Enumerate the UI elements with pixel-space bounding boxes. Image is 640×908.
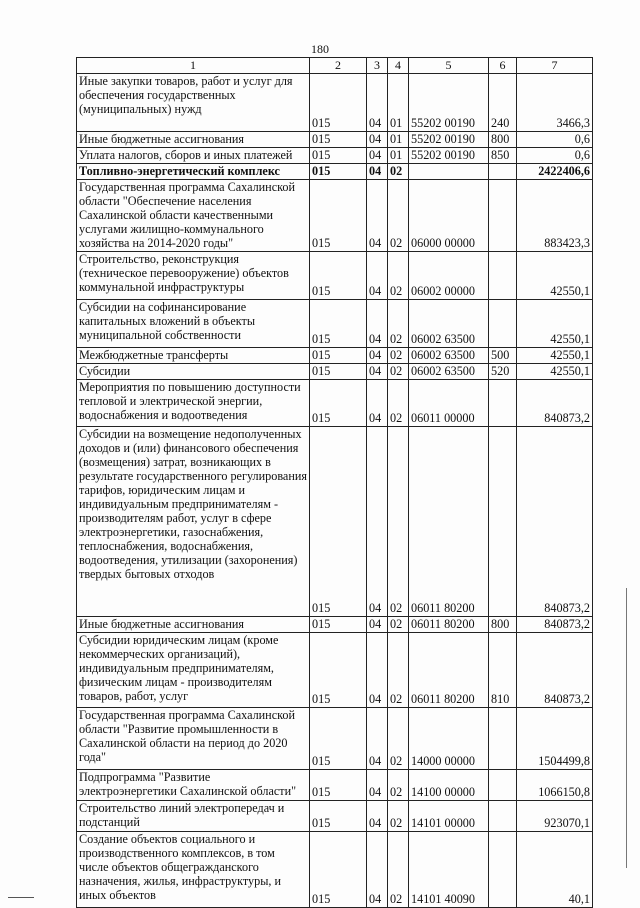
row-col-5: 55202 00190 [409,148,489,164]
row-name-text: Мероприятия по повышению доступности тепловой и электрической энергии, водоснабжения и водоотведения [79,380,301,422]
row-col-5: 06011 80200 [409,617,489,633]
row-col-3: 04 [367,380,388,427]
header-col-6: 6 [489,58,517,74]
row-col-5: 06002 63500 [409,300,489,348]
row-col-4: 02 [388,348,409,364]
row-name-text: Государственная программа Сахалинской области "Развитие промышленности в Сахалинской области на период до 2020 года" [79,708,296,764]
row-col-4: 01 [388,148,409,164]
row-col-6 [489,427,517,617]
row-amount: 840873,2 [517,380,593,427]
budget-table [76,57,593,908]
row-name-text: Межбюджетные трансферты [79,348,229,362]
row-col-5: 06002 63500 [409,364,489,380]
header-col-7: 7 [517,58,593,74]
row-name [77,348,310,364]
row-col-5: 14100 00000 [409,770,489,801]
row-col-5: 14000 00000 [409,708,489,770]
row-col-2: 015 [310,132,367,148]
row-amount: 1066150,8 [517,770,593,801]
row-name [77,74,310,132]
row-col-6: 850 [489,148,517,164]
table-row [77,801,593,832]
row-col-4: 02 [388,252,409,300]
row-col-2: 015 [310,348,367,364]
row-col-4: 02 [388,617,409,633]
row-col-5: 55202 00190 [409,74,489,132]
row-col-3: 04 [367,801,388,832]
table-row [77,427,593,617]
page-number: 180 [311,42,329,56]
row-col-3: 04 [367,148,388,164]
row-name [77,148,310,164]
row-name [77,164,310,180]
row-col-6: 800 [489,617,517,633]
row-col-3: 04 [367,427,388,617]
row-col-6 [489,300,517,348]
row-amount: 40,1 [517,832,593,908]
row-amount: 840873,2 [517,427,593,617]
table-row [77,633,593,708]
table-row [77,164,593,180]
row-col-3: 04 [367,74,388,132]
header-col-2: 2 [310,58,367,74]
row-col-2: 015 [310,633,367,708]
row-col-6 [489,770,517,801]
row-name-text: Государственная программа Сахалинской области "Обеспечение населения Сахалинской области качественными услугами жилищно-коммунального хозяйства на 2014-2020 годы" [79,180,296,250]
row-col-4: 02 [388,180,409,252]
row-col-3: 04 [367,180,388,252]
header-col-4: 4 [388,58,409,74]
row-col-2: 015 [310,252,367,300]
table-row [77,148,593,164]
row-col-5: 55202 00190 [409,132,489,148]
row-name-text: Иные бюджетные ассигнования [79,132,245,146]
table-row [77,180,593,252]
row-col-6 [489,164,517,180]
row-col-3: 04 [367,832,388,908]
row-col-2: 015 [310,380,367,427]
row-col-6: 800 [489,132,517,148]
table-row [77,252,593,300]
table-row [77,380,593,427]
row-name-text: Иные бюджетные ассигнования [79,617,245,631]
row-col-6 [489,252,517,300]
row-col-4: 02 [388,801,409,832]
header-col-3: 3 [367,58,388,74]
header-col-5: 5 [409,58,489,74]
row-col-5: 14101 40090 [409,832,489,908]
row-col-5: 06011 00000 [409,380,489,427]
row-amount: 840873,2 [517,617,593,633]
row-col-2: 015 [310,180,367,252]
row-col-3: 04 [367,348,388,364]
row-col-5: 06002 63500 [409,348,489,364]
row-name-text: Субсидии на возмещение недополученных доходов и (или) финансового обеспечения (возмещения) затрат, возникающих в результате государственного регулирования тарифов, юридическим лицам и индивидуальным предпринимателям - производителям работ, услуг в сфере электроэнергетики, газоснабжения, теплоснабжения, водоснабжения, водоотведения, утилизации (захоронения) твердых бытовых отходов [79,427,307,581]
row-name-text: Иные закупки товаров, работ и услуг для обеспечения государственных (муниципальных) нужд [79,74,293,116]
row-col-2: 015 [310,164,367,180]
row-col-2: 015 [310,832,367,908]
row-name [77,832,310,908]
row-amount: 42550,1 [517,252,593,300]
table-row [77,770,593,801]
row-amount: 0,6 [517,132,593,148]
row-col-6 [489,180,517,252]
table-row [77,74,593,132]
row-name [77,427,310,617]
row-col-5 [409,164,489,180]
row-col-2: 015 [310,427,367,617]
row-col-4: 02 [388,164,409,180]
header-row [77,58,593,74]
row-col-4: 02 [388,300,409,348]
row-col-3: 04 [367,617,388,633]
row-col-6 [489,380,517,427]
row-amount: 923070,1 [517,801,593,832]
row-col-3: 04 [367,132,388,148]
row-amount: 42550,1 [517,300,593,348]
row-col-2: 015 [310,770,367,801]
row-name [77,801,310,832]
row-name [77,770,310,801]
table-row [77,832,593,908]
row-col-3: 04 [367,300,388,348]
row-name-text: Строительство линий электропередач и подстанций [79,801,285,829]
row-amount: 42550,1 [517,348,593,364]
row-col-4: 01 [388,132,409,148]
row-col-4: 02 [388,364,409,380]
row-col-6: 520 [489,364,517,380]
row-col-3: 04 [367,708,388,770]
row-name [77,364,310,380]
row-name [77,180,310,252]
row-col-2: 015 [310,364,367,380]
row-col-2: 015 [310,300,367,348]
row-amount: 3466,3 [517,74,593,132]
row-name-text: Субсидии на софинансирование капитальных вложений в объекты муниципальной собственности [79,300,256,342]
row-name-text: Подпрограмма "Развитие электроэнергетики Сахалинской области" [79,770,297,798]
row-name [77,617,310,633]
row-col-3: 04 [367,770,388,801]
row-name [77,380,310,427]
row-col-4: 02 [388,380,409,427]
table-row [77,132,593,148]
row-amount: 1504499,8 [517,708,593,770]
row-col-4: 02 [388,708,409,770]
row-col-4: 02 [388,427,409,617]
row-col-5: 06002 00000 [409,252,489,300]
header-col-1: 1 [77,58,310,74]
row-col-6 [489,832,517,908]
row-col-3: 04 [367,164,388,180]
row-col-4: 02 [388,832,409,908]
table-row [77,300,593,348]
row-col-2: 015 [310,148,367,164]
row-col-4: 02 [388,633,409,708]
row-col-6: 810 [489,633,517,708]
row-amount: 42550,1 [517,364,593,380]
table-row [77,708,593,770]
row-col-5: 14101 00000 [409,801,489,832]
row-name-text: Топливно-энергетический комплекс [79,164,280,178]
row-name [77,252,310,300]
row-name-text: Субсидии юридическим лицам (кроме некоммерческих организаций), индивидуальным предпринимателям, физическим лицам - производителям товаров, работ, услуг [79,633,279,703]
row-amount: 883423,3 [517,180,593,252]
row-col-6 [489,801,517,832]
row-name [77,708,310,770]
row-col-4: 01 [388,74,409,132]
row-amount: 2422406,6 [517,164,593,180]
row-col-6 [489,708,517,770]
row-name [77,300,310,348]
row-col-2: 015 [310,708,367,770]
scan-edge-line [626,588,627,868]
scan-foot-mark [8,897,34,898]
row-col-6: 240 [489,74,517,132]
row-name-text: Создание объектов социального и производственного комплексов, в том числе объектов общегражданского назначения, жилья, инфраструктуры, и иных объектов [79,832,282,902]
table-row [77,617,593,633]
row-col-2: 015 [310,801,367,832]
row-name-text: Строительство, реконструкция (техническое перевооружение) объектов коммунальной инфраструктуры [79,252,289,294]
row-name [77,633,310,708]
row-name-text: Уплата налогов, сборов и иных платежей [79,148,293,162]
row-col-4: 02 [388,770,409,801]
row-col-5: 06000 00000 [409,180,489,252]
row-name [77,132,310,148]
row-col-2: 015 [310,74,367,132]
row-col-5: 06011 80200 [409,633,489,708]
row-col-6: 500 [489,348,517,364]
table-row [77,364,593,380]
row-amount: 0,6 [517,148,593,164]
row-name-text: Субсидии [79,364,131,378]
row-col-3: 04 [367,364,388,380]
row-col-2: 015 [310,617,367,633]
row-amount: 840873,2 [517,633,593,708]
row-col-5: 06011 80200 [409,427,489,617]
table-row [77,348,593,364]
row-col-3: 04 [367,252,388,300]
row-col-3: 04 [367,633,388,708]
